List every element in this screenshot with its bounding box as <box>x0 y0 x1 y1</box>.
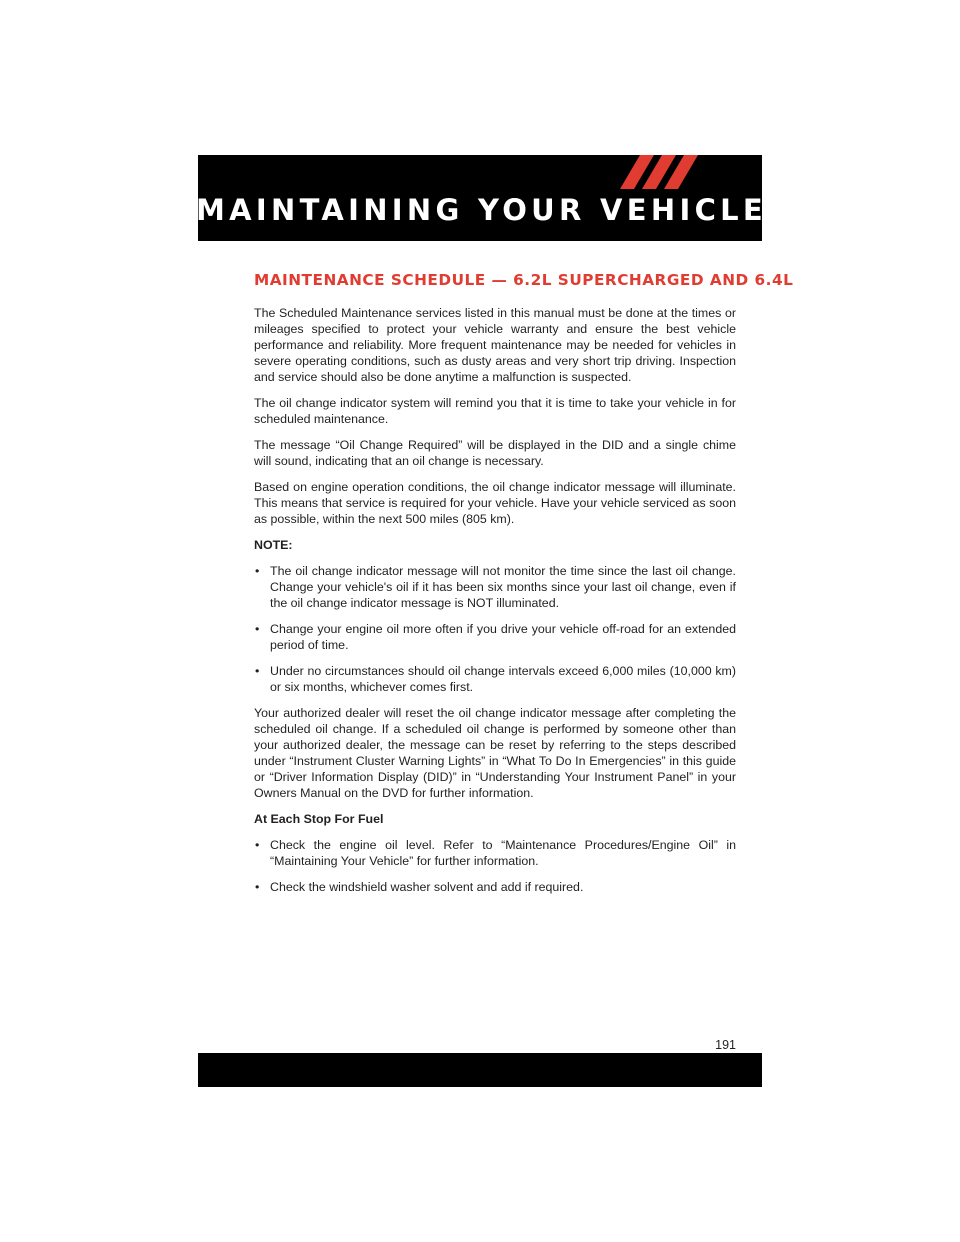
bullet-icon: • <box>255 564 260 578</box>
list-item <box>254 663 736 695</box>
bullet-icon: • <box>255 838 260 852</box>
list-item-text: Check the windshield washer solvent and add if required. <box>270 880 584 894</box>
bullet-icon: • <box>255 880 260 894</box>
paragraph: The Scheduled Maintenance services listed in this manual must be done at the times or mileages specified to protect your vehicle warranty and ensure the best vehicle performance and reliability. More frequent maintenance may be needed for vehicles in severe operating conditions, such as dusty areas and very short trip driving. Inspection and service should also be done anytime a malfunction is suspected. <box>254 306 736 384</box>
list-item-text: The oil change indicator message will not monitor the time since the last oil change. Change your vehicle's oil if it has been six months since your last oil change, even if the oil change indicator message is NOT illuminated. <box>270 564 736 610</box>
list-item-text: Under no circumstances should oil change intervals exceed 6,000 miles (10,000 km) or six months, whichever comes first. <box>270 664 736 694</box>
note-label: NOTE: <box>254 538 293 552</box>
note-list <box>254 563 736 695</box>
list-item <box>254 837 736 869</box>
list-item <box>254 621 736 653</box>
list-item <box>254 879 736 895</box>
page-content <box>254 270 794 905</box>
page-number: 191 <box>715 1038 736 1052</box>
section-title: MAINTAINING YOUR VEHICLE <box>196 193 768 227</box>
page-heading: MAINTENANCE SCHEDULE — 6.2L SUPERCHARGED AND 6.4L <box>254 271 794 289</box>
paragraph: The oil change indicator system will remind you that it is time to take your vehicle in for scheduled maintenance. <box>254 396 736 426</box>
racing-stripes-icon <box>620 155 700 189</box>
paragraph: The message “Oil Change Required” will be displayed in the DID and a single chime will sound, indicating that an oil change is necessary. <box>254 438 736 468</box>
bullet-icon: • <box>255 664 260 678</box>
bullet-icon: • <box>255 622 260 636</box>
list-item-text: Check the engine oil level. Refer to “Maintenance Procedures/Engine Oil” in “Maintaining Your Vehicle” for further information. <box>270 838 736 868</box>
footer-bar <box>198 1053 762 1087</box>
paragraph: Based on engine operation conditions, the oil change indicator message will illuminate. This means that service is required for your vehicle. Have your vehicle serviced as soon as possible, within the next 500 miles (805 km). <box>254 480 736 526</box>
fuel-stop-list <box>254 837 736 895</box>
fuel-stop-heading: At Each Stop For Fuel <box>254 812 384 826</box>
dealer-paragraph: Your authorized dealer will reset the oil change indicator message after completing the scheduled oil change. If a scheduled oil change is performed by someone other than your authorized dealer, the message can be reset by referring to the steps described under “Instrument Cluster Warning Lights” in “What To Do In Emergencies” in this guide or “Driver Information Display (DID)” in “Understanding Your Instrument Panel” in your Owners Manual on the DVD for further information. <box>254 706 736 800</box>
list-item-text: Change your engine oil more often if you drive your vehicle off-road for an extended period of time. <box>270 622 736 652</box>
list-item <box>254 563 736 611</box>
